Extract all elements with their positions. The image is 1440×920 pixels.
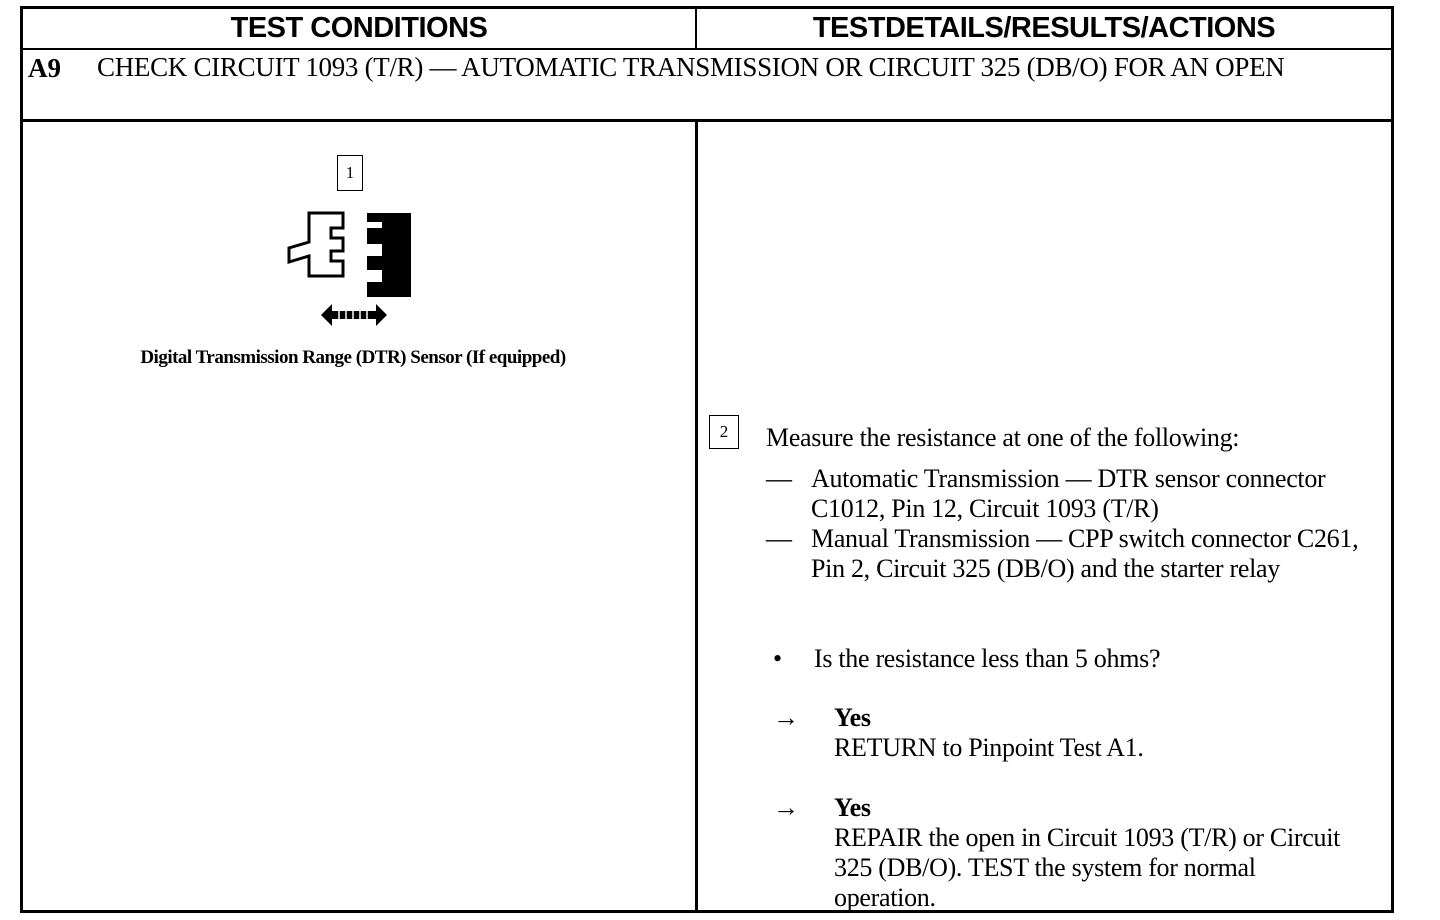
outcome-1-label: Yes (834, 703, 871, 732)
connector-icon (285, 204, 417, 300)
outcome-1-action: RETURN to Pinpoint Test A1. (834, 733, 1144, 762)
dash-marker-2: — (766, 524, 792, 553)
test-procedure-table (20, 6, 1394, 913)
sensor-caption: Digital Transmission Range (DTR) Sensor (If equipped) (140, 347, 566, 368)
step-id: A9 (28, 53, 61, 83)
callout-2: 2 (709, 415, 739, 449)
header-divider (23, 48, 1391, 50)
step-divider (23, 119, 1391, 122)
arrow-icon: → (773, 793, 799, 822)
header-test-details: TESTDETAILS/RESULTS/ACTIONS (812, 12, 1276, 44)
arrow-icon: → (773, 703, 799, 732)
instruction-intro: Measure the resistance at one of the following: (766, 423, 1240, 452)
header-test-conditions: TEST CONDITIONS (230, 12, 488, 44)
outcome-2-label: Yes (834, 793, 871, 822)
bullet-marker: • (773, 644, 782, 673)
item-manual-transmission: Manual Transmission — CPP switch connector C261, Pin 2, Circuit 325 (DB/O) and the starter relay (811, 524, 1359, 583)
outcome-2-action: REPAIR the open in Circuit 1093 (T/R) or Circuit 325 (DB/O). TEST the system for normal operation. (834, 823, 1341, 912)
step-title: CHECK CIRCUIT 1093 (T/R) — AUTOMATIC TRANSMISSION OR CIRCUIT 325 (DB/O) FOR AN OPEN (97, 52, 1285, 82)
dash-marker-1: — (766, 464, 792, 493)
item-automatic-transmission: Automatic Transmission — DTR sensor connector C1012, Pin 12, Circuit 1093 (T/R) (811, 464, 1326, 523)
column-divider (695, 121, 698, 910)
callout-1: 1 (337, 155, 363, 191)
question-text: Is the resistance less than 5 ohms? (814, 644, 1161, 673)
double-arrow-icon (319, 302, 389, 328)
